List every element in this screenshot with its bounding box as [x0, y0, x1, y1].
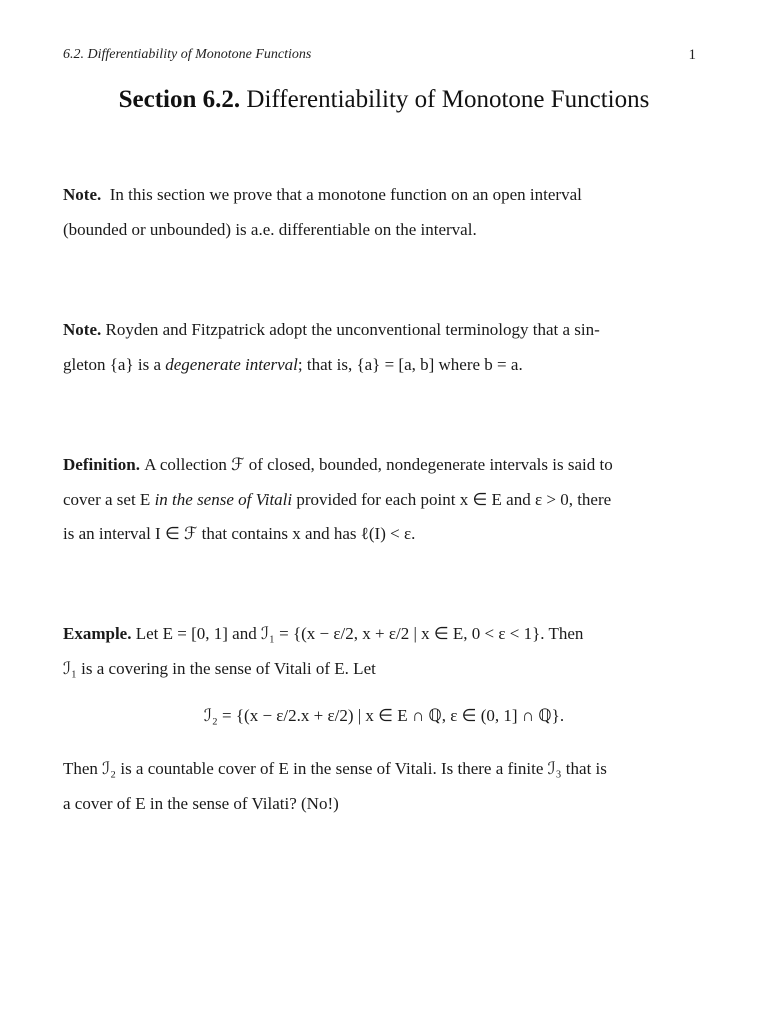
note2-text-2a: gleton {a} is a	[63, 354, 166, 374]
note1-text-1: In this section we prove that a monotone function on an open interval	[109, 185, 582, 204]
example-line-1	[63, 617, 696, 652]
definition-text-2b: provided for each point x ∈ E and ε > 0, there	[292, 489, 612, 509]
section-title-label: Section 6.2.	[118, 86, 241, 113]
note-paragraph-1	[63, 178, 696, 247]
definition-line-3: is an interval I ∈ ℱ that contains x and has ℓ(I) < ε.	[63, 524, 416, 543]
example-paragraph-continued	[63, 752, 696, 821]
definition-label: Definition.	[63, 455, 140, 474]
note-paragraph-2	[63, 313, 696, 382]
note2-line-1	[63, 313, 696, 348]
definition-line-2	[63, 483, 696, 518]
example-paragraph	[63, 617, 696, 686]
example-line-2: ℐ₁ is a covering in the sense of Vitali of E. Let	[63, 658, 376, 678]
note1-line-2: (bounded or unbounded) is a.e. differentiable on the interval.	[63, 219, 477, 239]
example-line-3: Then ℐ₂ is a countable cover of E in the sense of Vitali. Is there a finite ℐ₃ that is	[63, 759, 607, 778]
note2-text-1: Royden and Fitzpatrick adopt the unconventional terminology that a sin-	[105, 320, 600, 339]
definition-text-2a: cover a set E	[63, 489, 155, 509]
section-title-text: Differentiability of Monotone Functions	[246, 86, 650, 113]
definition-text-1: A collection ℱ of closed, bounded, nondegenerate intervals is said to	[144, 455, 613, 474]
running-head: 6.2. Differentiability of Monotone Functions	[63, 47, 312, 62]
page-number: 1	[688, 47, 696, 63]
note1-label: Note.	[63, 185, 102, 204]
example-display-equation: ℐ₂ = {(x − ε/2.x + ε/2) | x ∈ E ∩ ℚ, ε ∈ (0, 1] ∩ ℚ}.	[203, 706, 565, 725]
note2-line-2	[63, 348, 696, 383]
note2-text-2b: ; that is, {a} = [a, b] where b = a.	[297, 354, 523, 374]
note1-line-1	[63, 178, 696, 213]
example-text-1: Let E = [0, 1] and ℐ₁ = {(x − ε/2, x + ε/2 | x ∈ E, 0 < ε < 1}. Then	[135, 624, 584, 643]
definition-emphasis: in the sense of Vitali	[154, 489, 293, 509]
definition-line-1	[63, 448, 696, 483]
note2-label: Note.	[63, 320, 102, 339]
example-label: Example.	[63, 624, 132, 643]
section-title	[0, 86, 768, 114]
definition-paragraph	[63, 448, 696, 552]
note2-emphasis: degenerate interval	[165, 354, 298, 374]
example-line-4: a cover of E in the sense of Vilati? (No!)	[63, 793, 339, 813]
